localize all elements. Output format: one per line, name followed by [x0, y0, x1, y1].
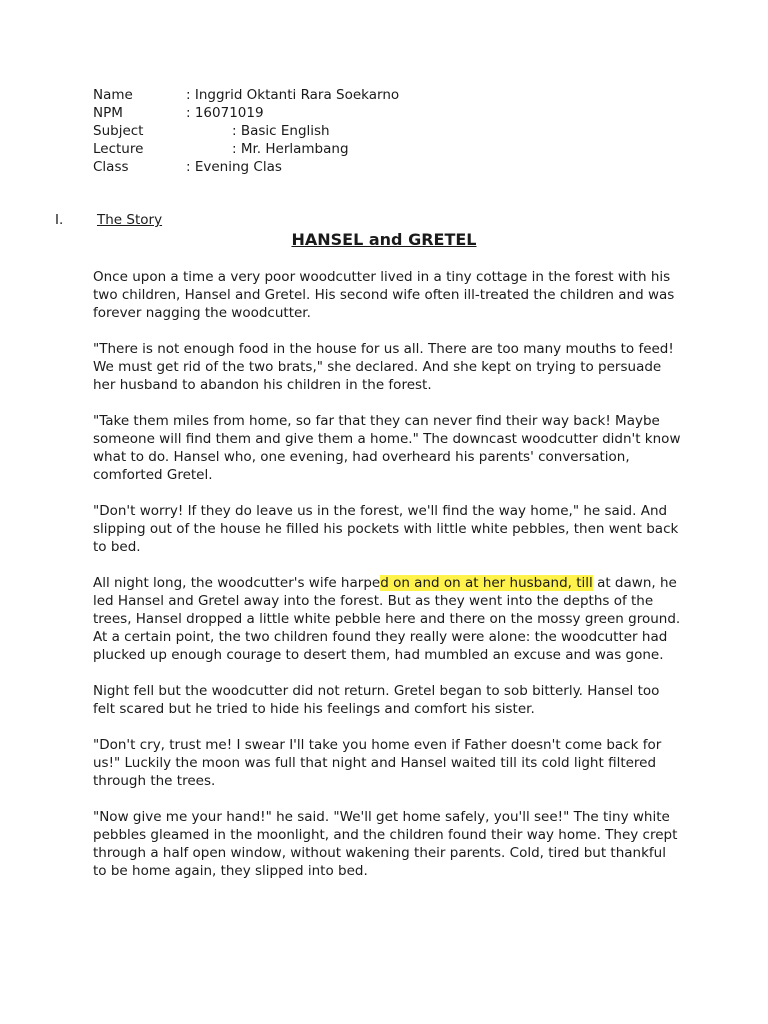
- paragraph-8: "Now give me your hand!" he said. "We'll get home safely, you'll see!" The tiny white pebbles gleamed in the moonlight, and the children found their way home. They crept through a half open window, without wakening their parents. Cold, tired but thankful to be home again, they slipped into bed.: [93, 809, 678, 879]
- paragraph-3: "Take them miles from home, so far that they can never find their way back! Maybe someone will find them and give them a home." The downcast woodcutter didn't know what to do. Hansel who, one evening, had overheard his parents' conversation, comforted Gretel.: [93, 413, 681, 483]
- class-value: : Evening Clas: [186, 159, 282, 175]
- highlighted-text: d on and on at her husband, till: [380, 575, 593, 591]
- subject-label: Subject: [93, 123, 144, 139]
- subject-value: : Basic English: [232, 123, 330, 139]
- section-title: The Story: [97, 212, 163, 228]
- section-number: I.: [55, 212, 64, 228]
- paragraph-2: "There is not enough food in the house for us all. There are too many mouths to feed! We must get rid of the two brats," she declared. And she kept on trying to persuade her husband to abandon his children in the forest.: [93, 341, 674, 393]
- paragraph-1: Once upon a time a very poor woodcutter lived in a tiny cottage in the forest with his two children, Hansel and Gretel. His second wife often ill-treated the children and was forever nagging the woodcutter.: [93, 269, 675, 321]
- name-label: Name: [93, 87, 133, 103]
- paragraph-6: Night fell but the woodcutter did not return. Gretel began to sob bitterly. Hansel too felt scared but he tried to hide his feelings and comfort his sister.: [93, 683, 660, 717]
- paragraph-5: [93, 574, 683, 664]
- npm-value: : 16071019: [186, 105, 264, 121]
- paragraph-5-end: at dawn, he led Hansel and Gretel away into the forest. But as they went into the depths of the trees, Hansel dropped a little white pebble here and there on the mossy green ground. At a certain point, the two children found they really were alone: the woodcutter had plucked up enough courage to desert them, had mumbled an excuse and was gone.: [93, 575, 681, 663]
- lecture-value: : Mr. Herlambang: [232, 141, 349, 157]
- section-heading: [55, 211, 162, 229]
- paragraph-7: "Don't cry, trust me! I swear I'll take you home even if Father doesn't come back for us!" Luckily the moon was full that night and Hansel waited till its cold light filtered through the trees.: [93, 737, 662, 789]
- story-title: HANSEL and GRETEL: [291, 230, 477, 249]
- name-value: : Inggrid Oktanti Rara Soekarno: [186, 87, 400, 103]
- lecture-label: Lecture: [93, 141, 144, 157]
- paragraph-5-start: All night long, the woodcutter's wife harpe: [93, 575, 381, 591]
- story-body: [93, 268, 683, 898]
- class-label: Class: [93, 159, 129, 175]
- paragraph-4: "Don't worry! If they do leave us in the forest, we'll find the way home," he said. And slipping out of the house he filled his pockets with little white pebbles, then went back to bed.: [93, 503, 679, 555]
- npm-label: NPM: [93, 105, 123, 121]
